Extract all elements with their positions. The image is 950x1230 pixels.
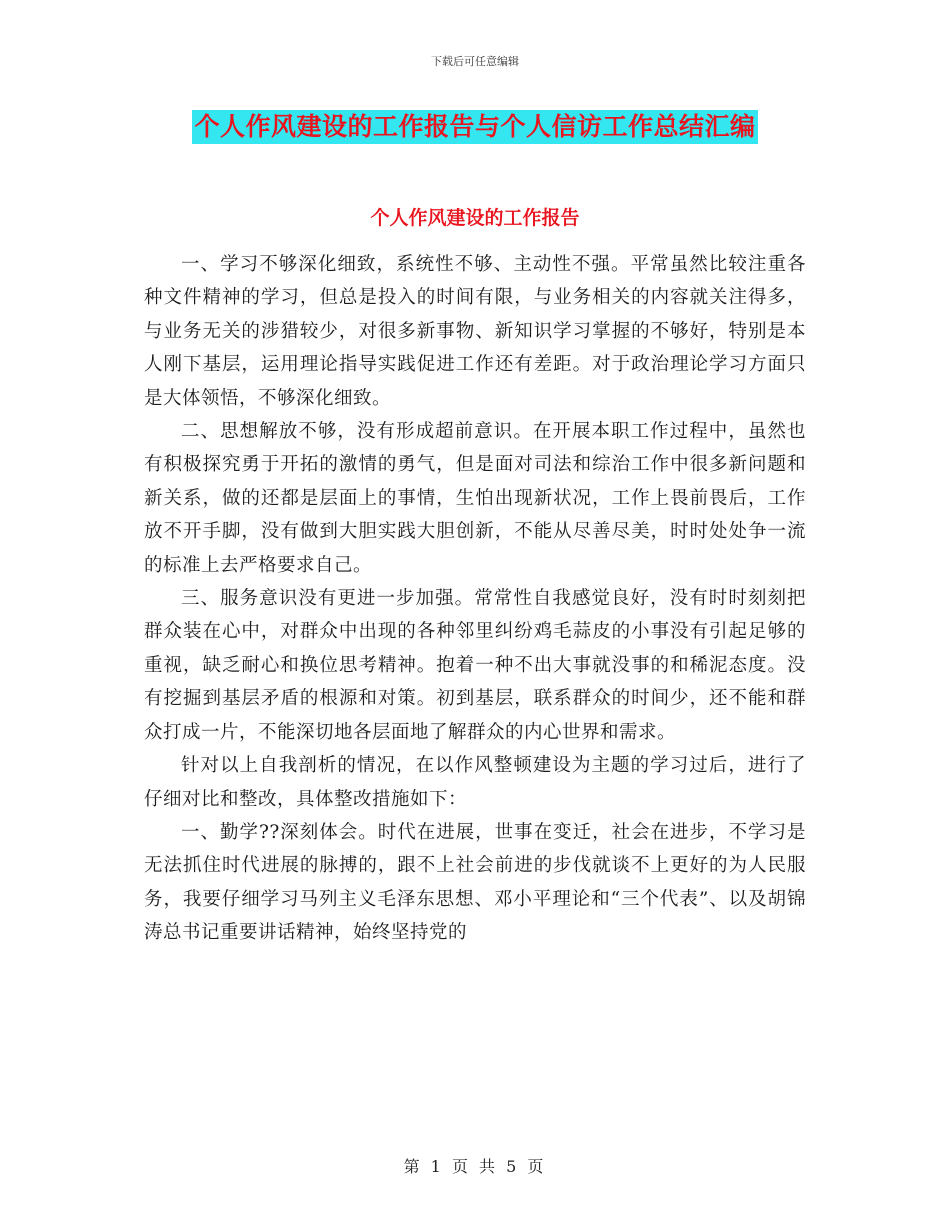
page-header-note: 下载后可任意编辑 — [431, 55, 519, 68]
main-title-container — [0, 110, 950, 144]
paragraph: 三、服务意识没有更进一步加强。常常性自我感觉良好，没有时时刻刻把群众装在心中，对群众中出现的各种邻里纠纷鸡毛蒜皮的小事没有引起足够的重视，缺乏耐心和换位思考精神。抱着一种不出大事就没事的和稀泥态度。没有挖掘到基层矛盾的根源和对策。初到基层，联系群众的时间少，还不能和群众打成一片，不能深切地各层面地了解群众的内心世界和需求。 — [144, 588, 806, 743]
page-number-footer: 第 1 页 共 5 页 — [403, 1157, 547, 1176]
document-body — [144, 248, 806, 950]
paragraph: 一、勤学??深刻体会。时代在进展，世事在变迁，社会在进步，不学习是无法抓住时代进展的脉搏的，跟不上社会前进的步伐就谈不上更好的为人民服务，我要仔细学习马列主义毛泽东思想、邓小平理论和“三个代表”、以及胡锦涛总书记重要讲话精神，始终坚持党的 — [144, 821, 806, 944]
paragraph: 二、思想解放不够，没有形成超前意识。在开展本职工作过程中，虽然也有积极探究勇于开拓的激情的勇气，但是面对司法和综治工作中很多新问题和新关系，做的还都是层面上的事情，生怕出现新状况，工作上畏前畏后，工作放不开手脚，没有做到大胆实践大胆创新，不能从尽善尽美，时时处处争一流的标准上去严格要求自己。 — [144, 421, 806, 576]
paragraph: 针对以上自我剖析的情况，在以作风整顿建设为主题的学习过后，进行了仔细对比和整改，具体整改措施如下： — [144, 755, 806, 810]
section-title: 个人作风建设的工作报告 — [370, 207, 580, 229]
paragraph: 一、学习不够深化细致，系统性不够、主动性不强。平常虽然比较注重各种文件精神的学习，但总是投入的时间有限，与业务相关的内容就关注得多，与业务无关的涉猎较少，对很多新事物、新知识学习掌握的不够好，特别是本人刚下基层，运用理论指导实践促进工作还有差距。对于政治理论学习方面只是大体领悟，不够深化细致。 — [144, 254, 806, 409]
document-main-title: 个人作风建设的工作报告与个人信访工作总结汇编 — [192, 110, 757, 144]
